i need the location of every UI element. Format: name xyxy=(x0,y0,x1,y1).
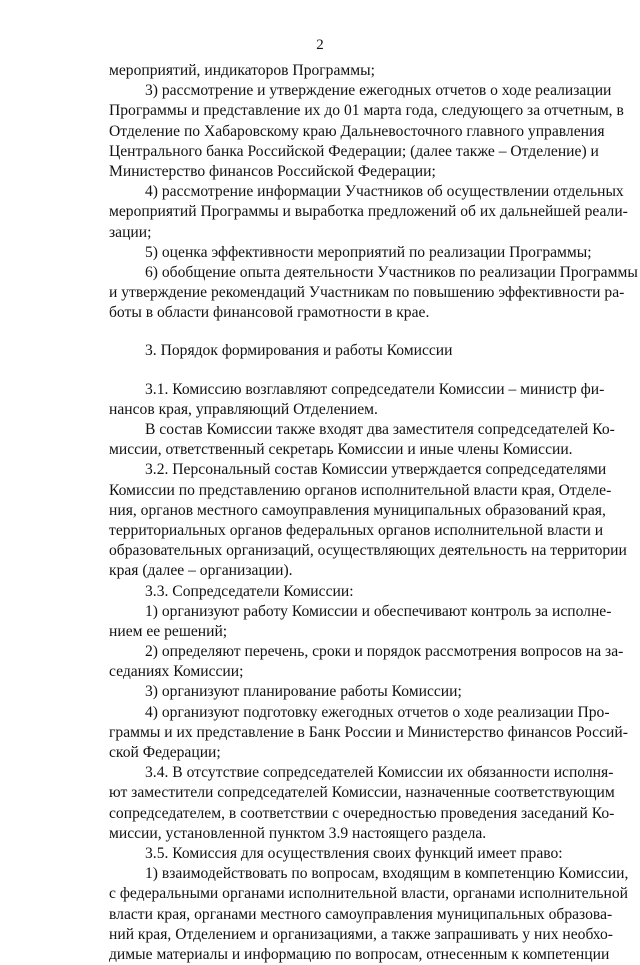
document-body xyxy=(109,61,638,965)
text-line: боты в области финансовой грамотности в крае. xyxy=(109,304,430,322)
text-line: миссии, установленной пунктом 3.9 настоящего раздела. xyxy=(109,824,487,842)
text-line: мероприятий, индикаторов Программы; xyxy=(109,62,375,79)
text-line: Министерство финансов Российской Федерации; xyxy=(109,162,436,180)
text-line: Программы и представление их до 01 марта года, следующего за отчетным, в xyxy=(109,102,624,120)
text-line: края (далее – организации). xyxy=(109,562,293,580)
text-line: седаниях Комиссии; xyxy=(109,663,244,681)
text-line: 3.4. В отсутствие сопредседателей Комиссии их обязанности исполня- xyxy=(145,764,614,782)
text-line: 2) определяют перечень, сроки и порядок рассмотрения вопросов на за- xyxy=(145,643,624,661)
text-line: димые материалы и информацию по вопросам, отнесенным к компетенции xyxy=(109,945,610,963)
page-number: 2 xyxy=(316,37,324,53)
text-line: мероприятий Программы и выработка предложений об их дальнейшей реали- xyxy=(109,203,628,221)
text-line: 3) рассмотрение и утверждение ежегодных отчетов о ходе реализации xyxy=(145,82,612,100)
text-line: 6) обобщение опыта деятельности Участников по реализации Программы xyxy=(145,263,638,281)
text-line: граммы и их представление в Банк России и Министерство финансов Россий- xyxy=(109,723,628,741)
text-line: 1) организуют работу Комиссии и обеспечивают контроль за исполне- xyxy=(145,602,612,620)
text-line: Комиссии по представлению органов исполнительной власти края, Отделе- xyxy=(109,481,612,499)
text-line: Отделение по Хабаровскому краю Дальневосточного главного управления xyxy=(109,122,605,140)
text-line: 4) рассмотрение информации Участников об осуществлении отдельных xyxy=(145,183,624,201)
text-line: нансов края, управляющий Отделением. xyxy=(109,400,378,418)
text-line: 3) организуют планирование работы Комиссии; xyxy=(145,683,462,701)
text-line: сопредседателем, в соответствии с очередностью проведения заседаний Ко- xyxy=(109,804,615,822)
text-line: с федеральными органами исполнительной власти, органами исполнительной xyxy=(109,885,628,903)
text-line: 3.5. Комиссия для осуществления своих функций имеет право: xyxy=(145,844,563,862)
text-line: ской Федерации; xyxy=(109,744,221,761)
text-line: Центрального банка Российской Федерации; (далее также – Отделение) и xyxy=(109,142,599,160)
text-line: 3. Порядок формирования и работы Комиссии xyxy=(145,342,453,360)
text-line: 4) организуют подготовку ежегодных отчетов о ходе реализации Про- xyxy=(145,703,610,721)
paragraph-spacer xyxy=(109,362,585,380)
text-line: ний края, Отделением и организациями, а также запрашивать у них необхо- xyxy=(109,925,613,943)
text-line: территориальных органов федеральных органов исполнительной власти и xyxy=(109,521,604,539)
text-line: 3.1. Комиссию возглавляют сопредседатели Комиссии – министр фи- xyxy=(145,380,605,398)
text-line: 3.2. Персональный состав Комиссии утверждается сопредседателями xyxy=(145,461,607,479)
text-line: 3.3. Сопредседатели Комиссии: xyxy=(145,582,354,600)
text-line: зации; xyxy=(109,223,152,241)
paragraph-spacer xyxy=(109,323,585,341)
text-line: власти края, органами местного самоуправления муниципальных образова- xyxy=(109,905,613,923)
text-line: ют заместители сопредседателей Комиссии, назначенные соответствующим xyxy=(109,784,615,802)
text-line: 1) взаимодействовать по вопросам, входящим в компетенцию Комиссии, xyxy=(145,865,629,883)
text-line: 5) оценка эффективности мероприятий по реализации Программы; xyxy=(145,243,592,261)
text-line: ния, органов местного самоуправления муниципальных образований края, xyxy=(109,501,606,519)
text-line: образовательных организаций, осуществляющих деятельность на территории xyxy=(109,542,627,560)
text-line: миссии, ответственный секретарь Комиссии и иные члены Комиссии. xyxy=(109,441,573,459)
text-line: и утверждение рекомендаций Участникам по повышению эффективности ра- xyxy=(109,284,625,302)
text-line: нием ее решений; xyxy=(109,622,228,640)
text-line: В состав Комиссии также входят два заместителя сопредседателей Ко- xyxy=(145,421,615,438)
